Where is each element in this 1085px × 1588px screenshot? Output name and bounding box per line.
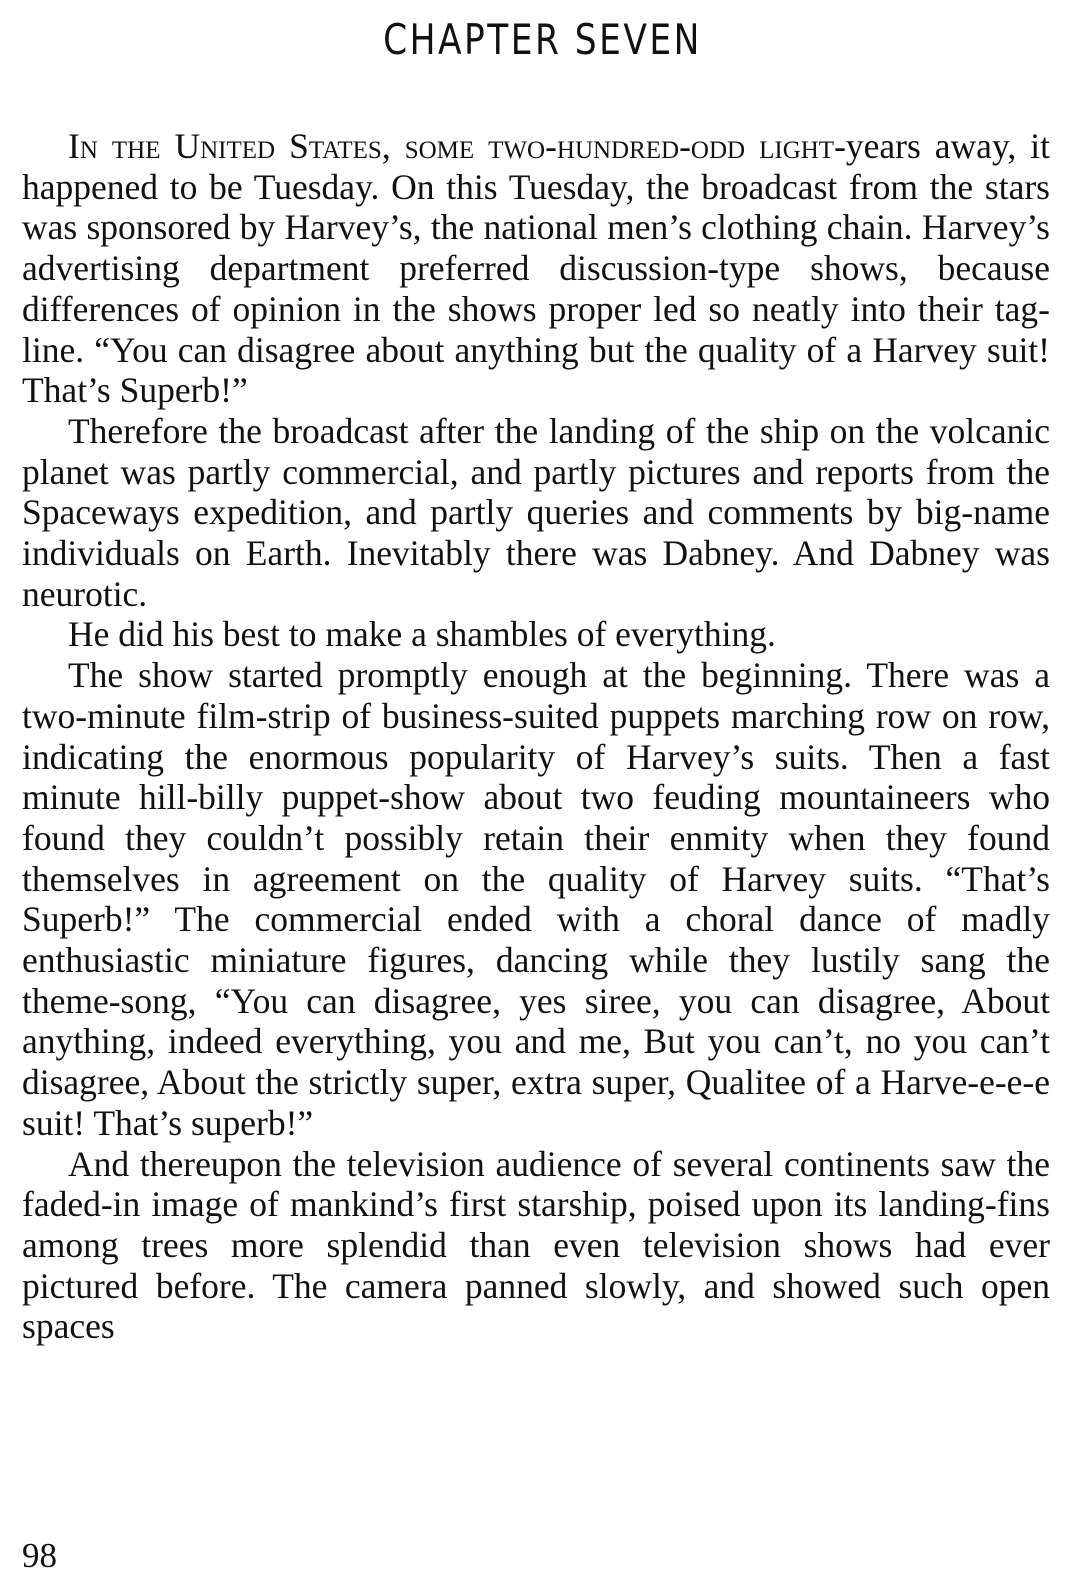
chapter-title: CHAPTER SEVEN <box>383 15 702 64</box>
page-number: 98 <box>22 1536 57 1575</box>
small-caps-lead-in: In the United States, some two-hundred-odd light- <box>68 126 846 166</box>
body-text <box>22 126 1050 1347</box>
opening-paragraph-text: years away, it happened to be Tuesday. On this Tuesday, the broadcast from the stars was sponsored by Harvey’s, the national men’s clothing chain. Harvey’s advertising department preferred discussion-type shows, because differences of opinion in the shows proper led so neatly into their tag-line. “You can disagree about anything but the quality of a Harvey suit! That’s Superb!” <box>22 126 1050 411</box>
paragraph: The show started promptly enough at the beginning. There was a two-minute film-strip of business-suited puppets marching row on row, indicating the enormous popularity of Harvey’s suits. Then a fast minute hill-billy puppet-show about two feuding mountaineers who found they couldn’t possibly retain their enmity when they found themselves in agreement on the quality of Harvey suits. “That’s Superb!” The commercial ended with a choral dance of madly enthusiastic miniature figures, dancing while they lustily sang the theme-song, “You can disagree, yes siree, you can disagree, About anything, indeed everything, you and me, But you can’t, no you can’t disagree, About the strictly super, extra super, Qualitee of a Harve-e-e-e suit! That’s superb!” <box>22 655 1050 1143</box>
paragraph: Therefore the broadcast after the landing of the ship on the volcanic planet was partly commercial, and partly pictures and reports from the Spaceways expedition, and partly queries and comments by big-name individuals on Earth. Inevitably there was Dabney. And Dabney was neurotic. <box>22 410 1050 614</box>
paragraph: He did his best to make a shambles of everything. <box>68 614 776 655</box>
paragraph: And thereupon the television audience of several continents saw the faded-in image of mankind’s first starship, poised upon its landing-fins among trees more splendid than even television shows had ever pictured before. The camera panned slowly, and showed such open spaces <box>22 1143 1050 1347</box>
opening-paragraph <box>22 126 1050 411</box>
